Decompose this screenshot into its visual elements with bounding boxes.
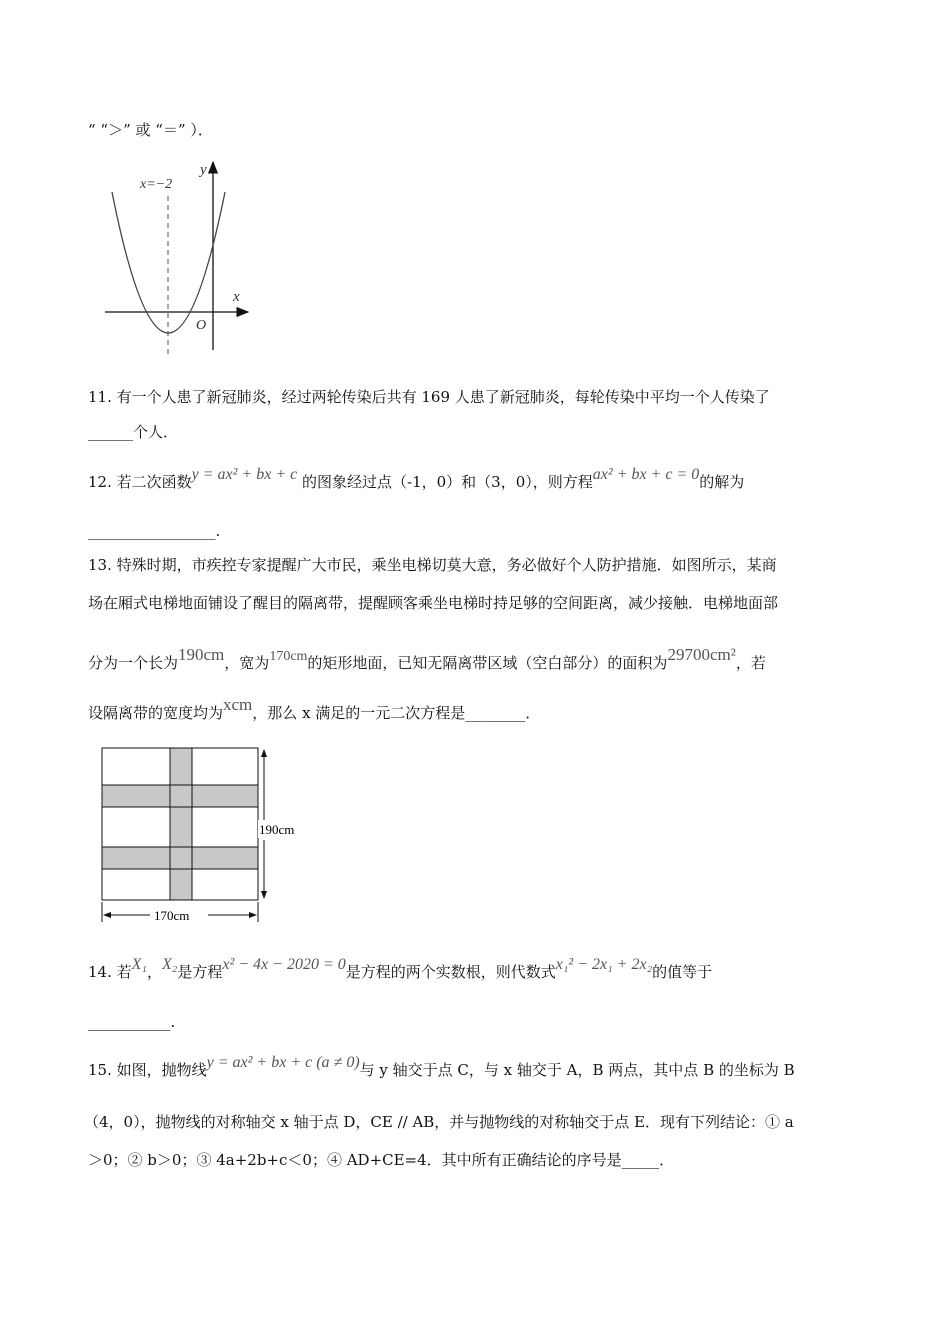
- formula: xcm: [223, 695, 253, 714]
- question-13-line4: [88, 695, 541, 723]
- text-line: 13. 特殊时期，市疾控专家提醒广大市民，乘坐电梯切莫大意，务必做好个人防护措施．如图所示，某商: [88, 556, 777, 574]
- height-label: 190cm: [259, 822, 295, 837]
- formula: ax² + bx + c = 0: [592, 466, 700, 483]
- origin-label: O: [196, 318, 207, 333]
- text-line: ______个人．: [88, 423, 179, 441]
- y-label: y: [200, 162, 207, 178]
- formula: X₂: [161, 956, 178, 973]
- text: 的值等于: [652, 963, 713, 981]
- question-13-line3: [88, 645, 766, 675]
- band-horizontal-2: [102, 847, 258, 869]
- text-line: 11. 有一个人患了新冠肺炎，经过两轮传染后共有 169 人患了新冠肺炎，每轮传染中平均一个人传染了: [88, 388, 770, 406]
- text-line: （4，0），抛物线的对称轴交 x 轴于点 D，CE // AB，并与抛物线的对称轴交于点 E．现有下列结论：① a: [84, 1113, 794, 1131]
- band-vertical: [170, 748, 192, 900]
- x-label: x: [233, 289, 240, 305]
- formula: x₁² − 2x₁ + 2x₂: [555, 956, 653, 973]
- formula: y = ax² + bx + c (a ≠ 0): [206, 1054, 360, 1071]
- formula: x² − 4x − 2020 = 0: [222, 956, 346, 973]
- formula: X₁: [131, 956, 147, 973]
- text: ，: [146, 963, 162, 981]
- text-line: _________________.: [88, 522, 221, 540]
- text-line: ＞0；② b＞0；③ 4a+2b+c＜0；④ AD+CE=4．其中所有正确结论的序号是_____．: [88, 1151, 675, 1169]
- text-line: “ “＞” 或 “＝” ）．: [88, 121, 213, 139]
- formula: 29700cm²: [667, 645, 736, 664]
- formula: 190cm: [178, 645, 225, 664]
- width-label: 170cm: [154, 908, 190, 923]
- symmetry-label: x=−2: [140, 177, 173, 192]
- question-12: [88, 466, 745, 493]
- question-15: [88, 1054, 795, 1081]
- text: ，若: [735, 654, 766, 672]
- question-14: [88, 956, 713, 983]
- elevator-floor-figure: [0, 730, 320, 930]
- text: 14. 若: [88, 963, 132, 981]
- formula: 170cm: [269, 649, 308, 664]
- text: 的图象经过点（-1，0）和（3，0），则方程: [302, 473, 593, 491]
- text: 是方程: [177, 963, 223, 981]
- text: ，那么 x 满足的一元二次方程是________．: [252, 704, 541, 722]
- text: 12. 若二次函数: [88, 473, 192, 491]
- text: 与 y 轴交于点 C，与 x 轴交于 A，B 两点，其中点 B 的坐标为 B: [359, 1061, 795, 1079]
- text: 设隔离带的宽度均为: [88, 704, 224, 722]
- text-line: ___________.: [88, 1013, 176, 1031]
- text-line: 场在厢式电梯地面铺设了醒目的隔离带，提醒顾客乘坐电梯时持足够的空间距离，减少接触．电梯地面部: [88, 594, 779, 612]
- parabola-figure: [0, 0, 300, 370]
- formula: y = ax² + bx + c: [191, 466, 298, 483]
- text: ，宽为: [224, 654, 270, 672]
- text: 15. 如图，抛物线: [88, 1061, 207, 1079]
- text: 是方程的两个实数根，则代数式: [345, 963, 556, 981]
- text: 的矩形地面，已知无隔离带区域（空白部分）的面积为: [307, 654, 668, 672]
- band-horizontal-1: [102, 785, 258, 807]
- text: 分为一个长为: [88, 654, 179, 672]
- text: 的解为: [699, 473, 745, 491]
